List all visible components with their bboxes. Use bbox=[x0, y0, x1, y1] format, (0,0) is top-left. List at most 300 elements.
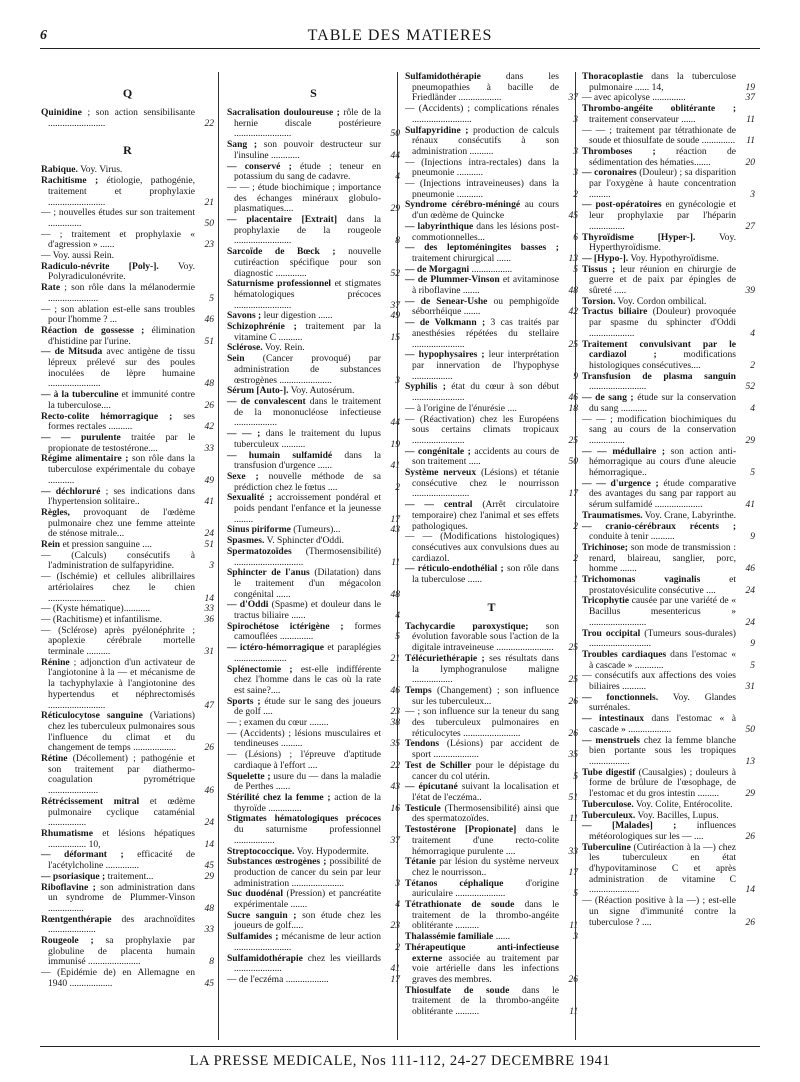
section-letter: R bbox=[123, 143, 132, 158]
entry-heading: — post-opératoires bbox=[582, 199, 662, 211]
entry-page-ref: 52 bbox=[390, 268, 400, 279]
entry-heading: Régime alimentaire ; bbox=[41, 453, 129, 465]
entry-text: (Douleur) provoquée par spasme du sphincter d'Oddi ................... bbox=[589, 306, 736, 339]
entry-text: sa prophylaxie par globuline de placenta humain immunisé ...................... bbox=[48, 935, 195, 968]
entry-page-ref: 35 bbox=[568, 750, 578, 761]
index-entry bbox=[41, 572, 214, 604]
entry-page-ref: 5 bbox=[395, 632, 400, 643]
entry-page-ref: 26 bbox=[568, 696, 578, 707]
entry-heading: Spasmes. bbox=[227, 535, 265, 547]
entry-heading: Tractus biliaire bbox=[582, 306, 648, 318]
entry-page-ref: 22 bbox=[204, 118, 214, 129]
page-number: 6 bbox=[40, 28, 47, 43]
entry-text: et œdème pulmonaire cyclique cataménial ................ bbox=[48, 795, 196, 829]
index-entry bbox=[582, 307, 755, 339]
entry-heading: — de convalescent bbox=[227, 395, 306, 407]
entry-heading: — placentaire [Extrait] bbox=[227, 214, 338, 226]
entry-text: (Changement) ; son influence sur les tuberculeux... bbox=[412, 684, 559, 707]
index-entry bbox=[405, 318, 578, 350]
index-entry bbox=[405, 222, 578, 243]
entry-text: 3 cas traités par anesthésies répétées du stellaire ...................... bbox=[412, 317, 560, 350]
entry-page-ref: 31 bbox=[204, 647, 214, 658]
entry-page-ref: 11 bbox=[746, 136, 755, 147]
entry-text: — (Accidents) ; complications rénales ......................... bbox=[405, 103, 559, 125]
section-letter: T bbox=[487, 599, 496, 614]
entry-text: efficacité de l'acétylcholine .............. bbox=[48, 849, 195, 872]
index-entry bbox=[582, 768, 755, 800]
entry-text: accroissement pondéral et poids pendant l'enfance et la jeunesse ........ bbox=[234, 492, 381, 525]
index-column-1 bbox=[41, 72, 214, 990]
index-entry bbox=[41, 936, 214, 968]
index-entry bbox=[405, 104, 578, 125]
index-entry bbox=[405, 297, 578, 318]
entry-page-ref: 24 bbox=[745, 585, 755, 596]
entry-heading: Traitement convulsivant par le cardiazol ; bbox=[582, 338, 736, 361]
entry-heading: — déformant ; bbox=[41, 849, 124, 861]
index-entry bbox=[41, 433, 214, 454]
entry-page-ref: 8 bbox=[395, 236, 400, 247]
index-entry bbox=[227, 643, 400, 664]
entry-text: et paraplégies ...................... bbox=[234, 642, 381, 664]
entry-text: Voy. Autosérum. bbox=[288, 385, 355, 397]
index-entry bbox=[227, 108, 400, 140]
entry-page-ref: 25 bbox=[568, 435, 578, 446]
entry-heading: Spermatozoïdes bbox=[227, 545, 292, 557]
index-entry bbox=[405, 900, 578, 932]
entry-heading: — labyrinthique bbox=[405, 220, 474, 232]
entry-text: et lésions hépatiques ................ 10, bbox=[48, 828, 195, 850]
column-rule bbox=[218, 72, 219, 1040]
entry-text: ou pemphigoïde séborrhéique ....... bbox=[412, 295, 559, 318]
page-footer bbox=[40, 1046, 760, 1069]
index-entry bbox=[405, 707, 578, 739]
entry-page-ref: 4 bbox=[750, 403, 755, 414]
entry-page-ref: 45 bbox=[204, 861, 214, 872]
index-entry bbox=[227, 750, 400, 771]
entry-text: — (Kyste hématique)........... bbox=[41, 603, 150, 615]
entry-heading: Rétine bbox=[41, 753, 68, 765]
index-entry bbox=[41, 326, 214, 347]
entry-heading: Tricophytie bbox=[582, 595, 630, 607]
entry-text: (Douleur) ; sa disparition par l'oxygène à haute concentration ......... bbox=[589, 167, 736, 200]
index-entry bbox=[405, 447, 578, 468]
entry-text: provoquant de l'œdème pulmonaire chez une femme atteinte de sténose mitrale... bbox=[48, 506, 195, 540]
entry-page-ref: 31 bbox=[745, 682, 755, 693]
entry-heading: Thérapeutique anti-infectieuse externe bbox=[405, 941, 559, 964]
entry-heading: Rate bbox=[41, 282, 61, 294]
index-entry bbox=[405, 739, 578, 760]
entry-heading: Sulfamides ; bbox=[227, 931, 279, 943]
entry-text: (Lésions) par accident de sport ................... bbox=[412, 738, 559, 761]
entry-text: influences météorologiques sur les — .... bbox=[589, 820, 736, 842]
index-entry bbox=[41, 487, 214, 508]
entry-page-ref: 5 bbox=[573, 889, 578, 900]
entry-heading: Syphilis ; bbox=[405, 381, 446, 393]
entry-heading: — — médullaire ; bbox=[582, 445, 666, 457]
index-entry bbox=[405, 622, 578, 654]
entry-page-ref: 24 bbox=[745, 617, 755, 628]
index-entry bbox=[41, 412, 214, 433]
entry-page-ref: 4 bbox=[750, 328, 755, 339]
entry-text: possibilité de production de cancer du sein par leur administration ...................... bbox=[234, 856, 381, 889]
entry-page-ref: 50 bbox=[204, 218, 214, 229]
entry-heading: Sulfapyridine ; bbox=[405, 124, 469, 136]
entry-text: — à l'origine de l'énurésie .... bbox=[405, 402, 517, 414]
index-entry bbox=[405, 126, 578, 158]
entry-text: — (Sclérose) après pyélonéphrite ; apoplexie cérébrale mortelle terminale .......... bbox=[41, 624, 195, 658]
entry-heading: Test de Schiller bbox=[405, 759, 472, 771]
entry-page-ref: 1 bbox=[573, 575, 578, 586]
entry-page-ref: 29 bbox=[745, 435, 755, 446]
entry-page-ref: 3 bbox=[573, 146, 578, 157]
entry-text: Voy. Virus. bbox=[77, 164, 123, 176]
entry-heading: — coronaires bbox=[582, 167, 637, 179]
index-entry bbox=[582, 693, 755, 714]
entry-text: ; son rôle dans la mélanodermie ..................... bbox=[48, 282, 195, 304]
entry-heading: Transfusion de plasma sanguin bbox=[582, 370, 736, 382]
entry-text: des arachnoïdites .................... bbox=[48, 913, 195, 936]
entry-heading: — d'Oddi bbox=[227, 599, 269, 611]
entry-page-ref: 11 bbox=[391, 557, 400, 568]
entry-heading: Rhumatisme bbox=[41, 828, 93, 839]
page-header bbox=[40, 24, 760, 49]
index-entry bbox=[405, 200, 578, 221]
entry-text: causée par une variété de « Bacillus mesentericus » ........................ bbox=[589, 595, 736, 628]
entry-text: dans le traitement de la thrombo-angéite oblitérante .......... bbox=[412, 984, 559, 1018]
entry-text: ................. bbox=[469, 263, 513, 275]
index-entry bbox=[405, 761, 578, 782]
entry-heading: Substances œstrogènes ; bbox=[227, 856, 327, 868]
index-entry bbox=[227, 975, 400, 986]
entry-text: est-elle indifférente chez l'homme dans le cas où la rate est saine?.... bbox=[234, 663, 381, 696]
entry-text: réaction de sédimentation des hématies....... bbox=[589, 145, 736, 168]
entry-text: (Lésions) et tétanie consécutive chez le nourrisson ........................ bbox=[412, 467, 559, 500]
entry-text: Voy. Hyperthyroïdisme. bbox=[589, 231, 736, 254]
index-entry bbox=[582, 522, 755, 543]
index-entry bbox=[582, 415, 755, 447]
index-entry bbox=[41, 454, 214, 486]
entry-page-ref: 3 bbox=[573, 114, 578, 125]
entry-page-ref: 21 bbox=[390, 653, 400, 664]
entry-text: chez les vieillards .................... bbox=[234, 952, 381, 975]
entry-text: (Thermosensibilité) ............................. bbox=[234, 545, 381, 568]
entry-text: rôle de la hernie discale postérieure ........................ bbox=[234, 107, 382, 140]
entry-heading: Tube digestif bbox=[582, 766, 636, 778]
index-entry bbox=[227, 932, 400, 953]
index-entry bbox=[41, 626, 214, 658]
entry-page-ref: 3 bbox=[750, 189, 755, 200]
index-entry bbox=[582, 543, 755, 575]
entry-page-ref: 2 bbox=[395, 942, 400, 953]
entry-text: modifications histologiques consécutives.... bbox=[589, 349, 737, 371]
entry-heading: — fonctionnels. bbox=[582, 691, 659, 703]
index-entry bbox=[582, 233, 755, 254]
index-entry bbox=[405, 72, 578, 104]
index-entry bbox=[405, 986, 578, 1018]
entry-text: en gynécologie et leur prophylaxie par l'héparin ............... bbox=[589, 199, 737, 232]
entry-text: ; adjonction d'un activateur de l'angiotonine à la — et mécanisme de la tachyphylaxie à l'angiotonine des hypertendus et néphrectomisés ........................ bbox=[48, 656, 195, 711]
entry-heading: — de Senear-Ushe bbox=[405, 295, 488, 307]
entry-heading: Stérilité chez la femme ; bbox=[227, 792, 331, 803]
entry-text: leur réunion en chirurgie de guerre et de paix par épingles de sûreté ..... bbox=[589, 263, 737, 297]
entry-text: dans la prophylaxie de la rougeole ........................ bbox=[234, 214, 381, 247]
entry-heading: Tétanie bbox=[405, 856, 436, 868]
index-entry bbox=[227, 451, 400, 472]
index-entry bbox=[405, 782, 578, 803]
entry-page-ref: 2 bbox=[395, 482, 400, 493]
entry-heading: — hypophysaires ; bbox=[405, 349, 485, 361]
entry-text: accidents au cours de son traitement ..... bbox=[412, 445, 560, 468]
entry-text: Voy. Polyradiculonévrite. bbox=[48, 260, 195, 283]
entry-heading: Thalassémie familiale bbox=[405, 931, 494, 943]
entry-text: nouvelle cutiréaction spécifique pour son diagnostic ............. bbox=[234, 246, 381, 279]
entry-page-ref: 25 bbox=[568, 643, 578, 654]
entry-page-ref: 41 bbox=[390, 964, 400, 975]
index-entry bbox=[582, 265, 755, 297]
entry-text: Voy. Rein. bbox=[262, 342, 305, 354]
entry-heading: Saturnisme professionnel bbox=[227, 278, 332, 290]
index-entry bbox=[405, 564, 578, 585]
entry-heading: Tétrathionate de soude bbox=[405, 899, 515, 911]
entry-heading: Spirochétose ictérigène ; bbox=[227, 620, 344, 632]
entry-text: dans les pneumopathies à bacille de Friedländer .................. bbox=[412, 71, 559, 104]
entry-text: action de la thyroïde .............. bbox=[234, 792, 382, 814]
entry-heading: — — central bbox=[405, 499, 473, 511]
entry-text: ...... bbox=[493, 931, 511, 943]
entry-heading: — [Hypo-]. bbox=[582, 252, 629, 264]
entry-text: pour le dépistage du cancer du col utérin. bbox=[412, 759, 559, 782]
index-entry bbox=[227, 354, 400, 386]
index-entry bbox=[582, 372, 755, 393]
entry-page-ref: 25 bbox=[568, 339, 578, 350]
index-entry bbox=[227, 279, 400, 311]
entry-text: — (Lésions) ; l'épreuve d'aptitude cardiaque à l'effort .... bbox=[227, 749, 381, 771]
index-entry bbox=[227, 697, 400, 718]
entry-text: élimination d'histidine par l'urine. bbox=[48, 324, 196, 347]
entry-heading: Rougeole ; bbox=[41, 935, 94, 947]
entry-heading: Sang ; bbox=[227, 139, 258, 151]
index-entry bbox=[41, 850, 214, 871]
entry-text: et pression sanguine .... bbox=[60, 539, 152, 551]
entry-page-ref: 23 bbox=[390, 921, 400, 932]
entry-text: (Tumeurs)... bbox=[290, 524, 341, 536]
entry-heading: Radiculo-névrite [Poly-]. bbox=[41, 260, 159, 272]
index-entry bbox=[227, 215, 400, 247]
entry-text: dans le traitement d'une recto-colite hémorragique purulente .... bbox=[412, 824, 559, 857]
entry-text: — ; son ablation est-elle sans troubles pour l'homme ? ... bbox=[41, 303, 195, 326]
entry-text: Voy. Hypothyroïdisme. bbox=[628, 252, 719, 264]
entry-page-ref: 29 bbox=[204, 871, 214, 882]
index-entry bbox=[582, 736, 755, 768]
entry-text: étude comparative des avantages du sang par rapport au sérum sulfamidé .................... bbox=[589, 477, 736, 511]
entry-text: — ; traitement et prophylaxie « d'agression » ...... bbox=[41, 228, 195, 251]
index-entry bbox=[227, 954, 400, 975]
entry-heading: Rœntgenthérapie bbox=[41, 913, 112, 925]
index-entry bbox=[405, 686, 578, 707]
entry-page-ref: 11 bbox=[569, 921, 578, 932]
entry-heading: Sinus piriforme bbox=[227, 524, 291, 536]
index-entry bbox=[227, 600, 400, 621]
entry-page-ref: 38 bbox=[390, 718, 400, 729]
entry-text: Voy. Cordon ombilical. bbox=[615, 295, 707, 307]
entry-heading: — à la tuberculine bbox=[41, 389, 119, 401]
entry-text: suivant la localisation et l'état de l'eczéma.. bbox=[412, 781, 559, 803]
index-entry bbox=[227, 429, 400, 450]
entry-heading: Thrombo-angéite oblitérante ; bbox=[582, 103, 736, 115]
index-entry bbox=[227, 162, 400, 183]
entry-text: son pouvoir destructeur sur l'insuline ............ bbox=[234, 139, 382, 161]
entry-text: dans la transfusion d'urgence ...... bbox=[234, 449, 381, 472]
entry-heading: — menstruels bbox=[582, 734, 640, 746]
entry-heading: Sucre sanguin ; bbox=[227, 909, 297, 921]
index-entry bbox=[227, 247, 400, 279]
entry-page-ref: 33 bbox=[204, 604, 214, 615]
entry-heading: Rénine bbox=[41, 656, 70, 668]
entry-page-ref: 39 bbox=[745, 286, 755, 297]
entry-page-ref: 46 bbox=[390, 685, 400, 696]
entry-page-ref: 51 bbox=[568, 793, 578, 803]
entry-page-ref: 50 bbox=[390, 129, 400, 140]
entry-page-ref: 26 bbox=[568, 974, 578, 985]
entry-page-ref: 13 bbox=[745, 757, 755, 767]
entry-heading: Trichinose; bbox=[582, 541, 628, 553]
entry-text: nouvelle méthode de sa prédiction chez le fœtus .... bbox=[234, 470, 382, 493]
entry-heading: Riboflavine ; bbox=[41, 881, 96, 893]
entry-text: son évolution favorable sous l'action de la digitale intraveineuse ........................ bbox=[412, 620, 559, 654]
entry-page-ref: 51 bbox=[204, 336, 214, 347]
entry-text: (Spasme) et douleur dans le tractus biliaire ...... bbox=[234, 599, 381, 622]
entry-page-ref: 44 bbox=[390, 150, 400, 161]
column-rule bbox=[397, 72, 398, 1040]
entry-page-ref: 36 bbox=[204, 614, 214, 625]
entry-page-ref: 17 bbox=[568, 867, 578, 878]
index-entry bbox=[41, 551, 214, 572]
entry-page-ref: 50 bbox=[745, 724, 755, 735]
entry-heading: Traumatismes. bbox=[582, 509, 643, 521]
entry-heading: Rein bbox=[41, 539, 61, 551]
entry-heading: Stigmates hématologiques précoces bbox=[227, 813, 381, 825]
entry-text: (Thermosensibilité) ainsi que des spermatozoïdes. bbox=[412, 802, 559, 825]
entry-page-ref: 48 bbox=[204, 379, 214, 390]
entry-heading: Trou occipital bbox=[582, 627, 641, 639]
entry-text: et stigmates hématologiques précoces ........................ bbox=[234, 278, 381, 311]
entry-heading: Schizophrénie ; bbox=[227, 321, 297, 333]
index-entry bbox=[582, 200, 755, 232]
index-entry bbox=[582, 104, 755, 125]
entry-heading: — épicutané bbox=[405, 781, 458, 793]
entry-heading: — — ; bbox=[227, 428, 261, 440]
entry-text: traitement... bbox=[105, 870, 154, 882]
index-entry bbox=[582, 629, 755, 650]
entry-heading: — ictéro-hémorragique bbox=[227, 642, 324, 654]
entry-heading: Tissus ; bbox=[582, 263, 616, 275]
index-entry bbox=[227, 568, 400, 600]
entry-heading: Tuberculose. bbox=[582, 798, 634, 810]
entry-text: — consécutifs aux affections des voies biliaires .......... bbox=[582, 670, 736, 693]
entry-heading: Squelette ; bbox=[227, 770, 271, 782]
entry-page-ref: 49 bbox=[204, 475, 214, 486]
index-entry bbox=[405, 654, 578, 686]
index-entry bbox=[227, 665, 400, 697]
entry-heading: — — purulente bbox=[41, 431, 121, 443]
index-entry bbox=[582, 821, 755, 842]
entry-heading: Recto-colite hémorragique ; bbox=[41, 410, 173, 422]
entry-page-ref: 3 bbox=[573, 932, 578, 943]
entry-page-ref: 11 bbox=[569, 1007, 578, 1018]
index-entry bbox=[405, 804, 578, 825]
entry-text: étude sur le sang des joueurs de golf .... bbox=[234, 695, 381, 718]
index-entry bbox=[582, 575, 755, 596]
index-entry bbox=[41, 262, 214, 283]
entry-text: étiologie, pathogénie, traitement et prophylaxie ........................ bbox=[48, 175, 195, 208]
index-entry bbox=[405, 382, 578, 403]
index-entry bbox=[582, 340, 755, 372]
entry-page-ref: 17 bbox=[390, 514, 400, 525]
entry-page-ref: 9 bbox=[750, 532, 755, 543]
entry-page-ref: 3 bbox=[573, 168, 578, 179]
entry-heading: Rabique. bbox=[41, 164, 78, 176]
index-entry bbox=[405, 350, 578, 382]
entry-heading: — psoriasique ; bbox=[41, 870, 106, 882]
entry-text: — ; nouvelles études sur son traitement .............. bbox=[41, 207, 195, 229]
entry-page-ref: 14 bbox=[204, 839, 214, 850]
entry-page-ref: 29 bbox=[745, 789, 755, 800]
entry-heading: Sphincter de l'anus bbox=[227, 567, 310, 579]
entry-page-ref: 52 bbox=[745, 382, 755, 393]
entry-text: traitement chirurgical ...... bbox=[412, 252, 511, 264]
entry-text: Voy. Glandes surrénales. bbox=[589, 691, 736, 714]
entry-text: (Décollement) ; pathogénie et son traitement par diathermo-coagulation pyrométrique ..................... bbox=[48, 753, 195, 797]
index-entry bbox=[405, 275, 578, 296]
index-column-2 bbox=[227, 72, 400, 986]
entry-page-ref: 3 bbox=[395, 878, 400, 889]
entry-text: ; ses indications dans l'hypertension solitaire.. bbox=[48, 485, 195, 508]
entry-text: — (Injections intraveineuses) dans la pneumonie ........... bbox=[405, 178, 559, 200]
entry-heading: Suc duodénal bbox=[227, 888, 284, 900]
index-entry bbox=[41, 305, 214, 326]
index-entry bbox=[582, 843, 755, 897]
entry-text: Voy. Colite, Entérocolite. bbox=[633, 798, 733, 810]
entry-heading: Tuberculeux. bbox=[582, 809, 636, 821]
entry-text: V. Sphincter d'Oddi. bbox=[264, 535, 345, 547]
entry-page-ref: 17 bbox=[390, 974, 400, 985]
entry-page-ref: 9 bbox=[573, 371, 578, 382]
index-entry bbox=[582, 147, 755, 168]
entry-text: (Arrêt circulatoire temporaire) chez l'animal et ses effets pathologiques. bbox=[412, 499, 559, 532]
entry-text: — (Injections intra-rectales) dans la pneumonie ........... bbox=[405, 156, 559, 179]
entry-page-ref: 17 bbox=[568, 489, 578, 500]
entry-heading: Télécuriethérapie ; bbox=[405, 652, 485, 664]
entry-page-ref: 35 bbox=[390, 739, 400, 750]
index-column-3 bbox=[405, 72, 578, 1018]
entry-page-ref: 14 bbox=[204, 593, 214, 604]
entry-text: — (Réactivation) chez les Européens sous certains climats tropicaux ...................... bbox=[405, 413, 559, 446]
entry-text: leur interprétation par innervation de l'hypophyse ................. bbox=[412, 349, 560, 382]
entry-text: conduite à tenir .......... bbox=[589, 531, 675, 543]
entry-heading: Rétrécissement mitral bbox=[41, 795, 140, 807]
entry-heading: Tétanos céphalique bbox=[405, 877, 504, 889]
entry-page-ref: 26 bbox=[745, 831, 755, 842]
index-entry bbox=[582, 447, 755, 479]
entry-heading: Temps bbox=[405, 684, 432, 696]
entry-page-ref: 4 bbox=[395, 900, 400, 911]
index-entry bbox=[227, 793, 400, 814]
entry-page-ref: 45 bbox=[204, 978, 214, 989]
index-entry bbox=[41, 508, 214, 540]
entry-heading: — déchloruré bbox=[41, 485, 101, 497]
entry-text: traitée par le propionate de testostérone.... bbox=[48, 431, 195, 454]
entry-text: — — ; modification biochimiques du sang au cours de la conservation ............... bbox=[582, 413, 736, 446]
